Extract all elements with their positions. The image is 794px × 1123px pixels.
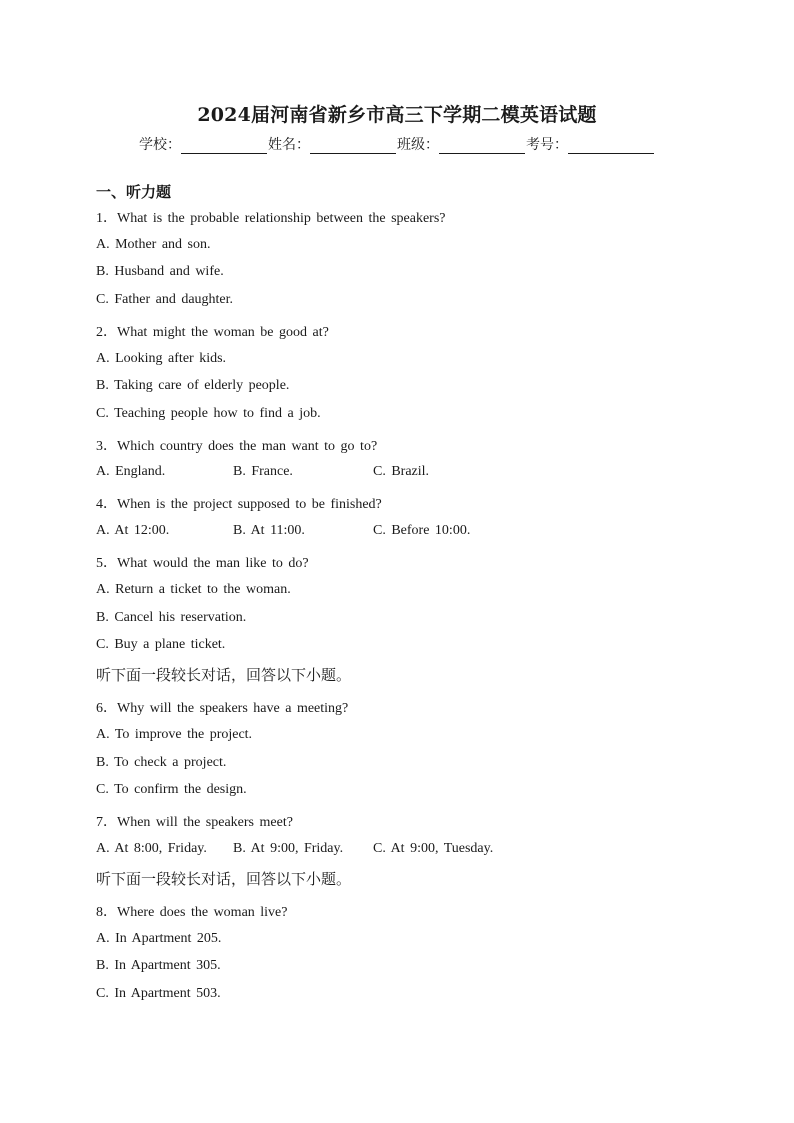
question-3: 3．Which country does the man want to go to? — [96, 439, 378, 454]
school-blank — [181, 139, 267, 154]
exam-number-label: 考号： — [526, 137, 568, 153]
school-label: 学校： — [139, 137, 181, 153]
exam-number-blank — [568, 139, 654, 154]
question-8-option-b: B. In Apartment 305. — [96, 958, 221, 973]
student-info-line — [0, 134, 794, 154]
question-5-option-a: A. Return a ticket to the woman. — [96, 582, 291, 597]
question-6-option-b: B. To check a project. — [96, 755, 227, 770]
exam-title: 2024届河南省新乡市高三下学期二模英语试题 — [197, 104, 597, 126]
question-7: 7．When will the speakers meet? — [96, 815, 293, 830]
question-3-option-b: B. France. — [233, 464, 293, 479]
exam-number-field — [526, 134, 655, 154]
school-field — [139, 134, 268, 154]
question-4-option-c: C. Before 10:00. — [373, 523, 471, 538]
question-6-option-a: A. To improve the project. — [96, 727, 253, 742]
class-blank — [439, 139, 525, 154]
question-3-option-c: C. Brazil. — [373, 464, 430, 479]
question-5: 5．What would the man like to do? — [96, 556, 309, 571]
question-1-option-b: B. Husband and wife. — [96, 264, 224, 279]
question-8: 8．Where does the woman live? — [96, 905, 288, 920]
section-heading: 一、听力题 — [96, 183, 172, 201]
question-2-option-b: B. Taking care of elderly people. — [96, 378, 290, 393]
question-7-option-b: B. At 9:00, Friday. — [233, 841, 344, 856]
class-field — [397, 134, 526, 154]
question-7-option-a: A. At 8:00, Friday. — [96, 841, 207, 856]
class-label: 班级： — [397, 137, 439, 153]
question-6-option-c: C. To confirm the design. — [96, 782, 247, 797]
question-1: 1．What is the probable relationship between the speakers? — [96, 211, 446, 226]
question-1-option-a: A. Mother and son. — [96, 237, 211, 252]
question-4-option-b: B. At 11:00. — [233, 523, 305, 538]
question-2-option-a: A. Looking after kids. — [96, 351, 227, 366]
question-2-option-c: C. Teaching people how to find a job. — [96, 406, 321, 421]
question-8-option-c: C. In Apartment 503. — [96, 986, 221, 1001]
name-field — [268, 134, 397, 154]
question-2: 2．What might the woman be good at? — [96, 325, 329, 340]
question-8-option-a: A. In Apartment 205. — [96, 931, 222, 946]
question-1-option-c: C. Father and daughter. — [96, 292, 234, 307]
question-5-option-c: C. Buy a plane ticket. — [96, 637, 226, 652]
listening-instruction-1: 听下面一段较长对话，回答以下小题。 — [96, 666, 352, 684]
question-3-option-a: A. England. — [96, 464, 166, 479]
name-blank — [310, 139, 396, 154]
question-5-option-b: B. Cancel his reservation. — [96, 610, 247, 625]
question-7-option-c: C. At 9:00, Tuesday. — [373, 841, 494, 856]
listening-instruction-2: 听下面一段较长对话，回答以下小题。 — [96, 870, 352, 888]
question-4-option-a: A. At 12:00. — [96, 523, 170, 538]
question-6: 6．Why will the speakers have a meeting? — [96, 701, 349, 716]
question-4: 4．When is the project supposed to be finished? — [96, 497, 382, 512]
name-label: 姓名： — [268, 137, 310, 153]
